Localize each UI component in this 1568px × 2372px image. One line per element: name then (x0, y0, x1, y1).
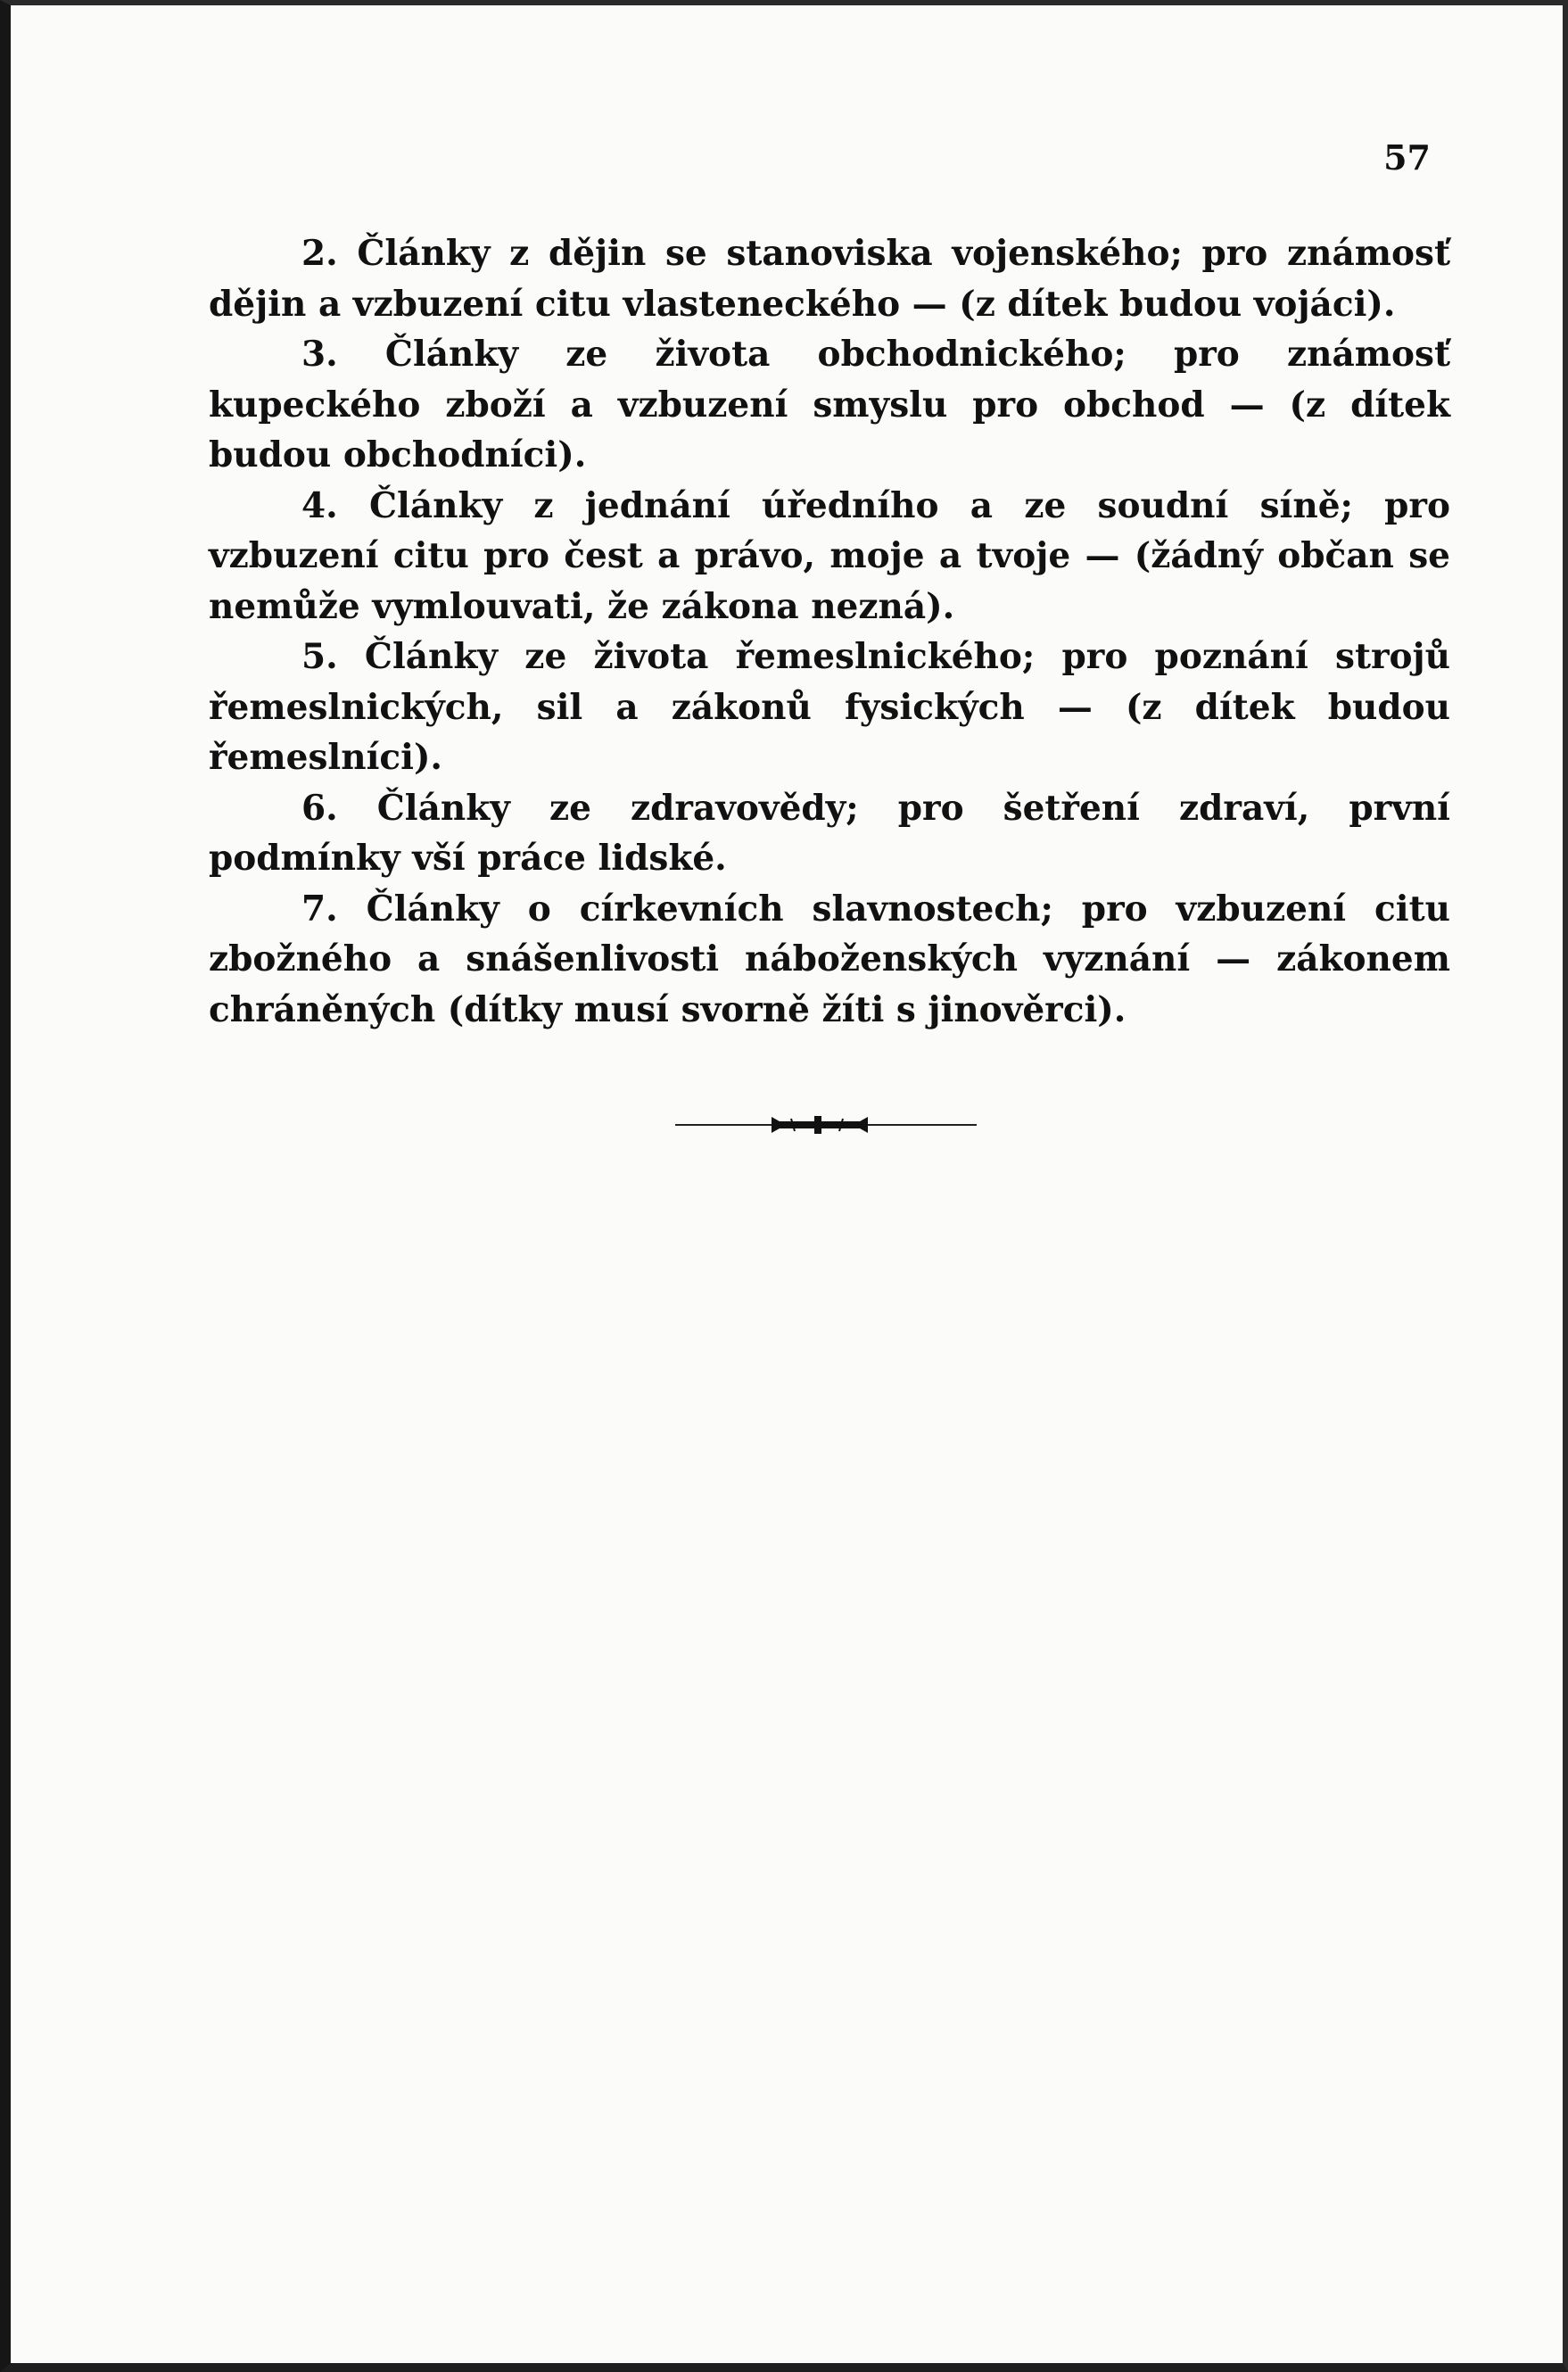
paragraph-6: 6. Články ze zdravovědy; pro šetření zdraví, první podmínky vší práce lidské. (209, 787, 1450, 879)
paragraph-3: 3. Články ze života obchodnického; pro známosť kupeckého zboží a vzbuzení smyslu pro obchod — (z dítek budou obchodníci). (209, 334, 1450, 475)
paragraph-4: 4. Články z jednání úředního a ze soudní síně; pro vzbuzení citu pro čest a právo, moje a tvoje — (žádný občan se nemůže vymlouvati, že zákona nezná). (209, 484, 1450, 627)
paragraph-5: 5. Články ze života řemeslnického; pro poznání strojů řemeslnických, sil a zákonů fysických — (z dítek budou řemeslníci). (209, 636, 1450, 778)
body-text (209, 228, 1450, 1035)
paragraph-7: 7. Články o církevních slavnostech; pro vzbuzení citu zbožného a snášenlivosti náboženských vyznání — zákonem chráněných (dítky musí svorně žíti s jinověrci). (209, 888, 1450, 1030)
ornament-divider-icon (675, 1112, 977, 1138)
page-number: 57 (1383, 137, 1431, 178)
paragraph-2: 2. Články z dějin se stanoviska vojenského; pro známosť dějin a vzbuzení citu vlasteneckého — (z dítek budou vojáci). (209, 233, 1450, 325)
